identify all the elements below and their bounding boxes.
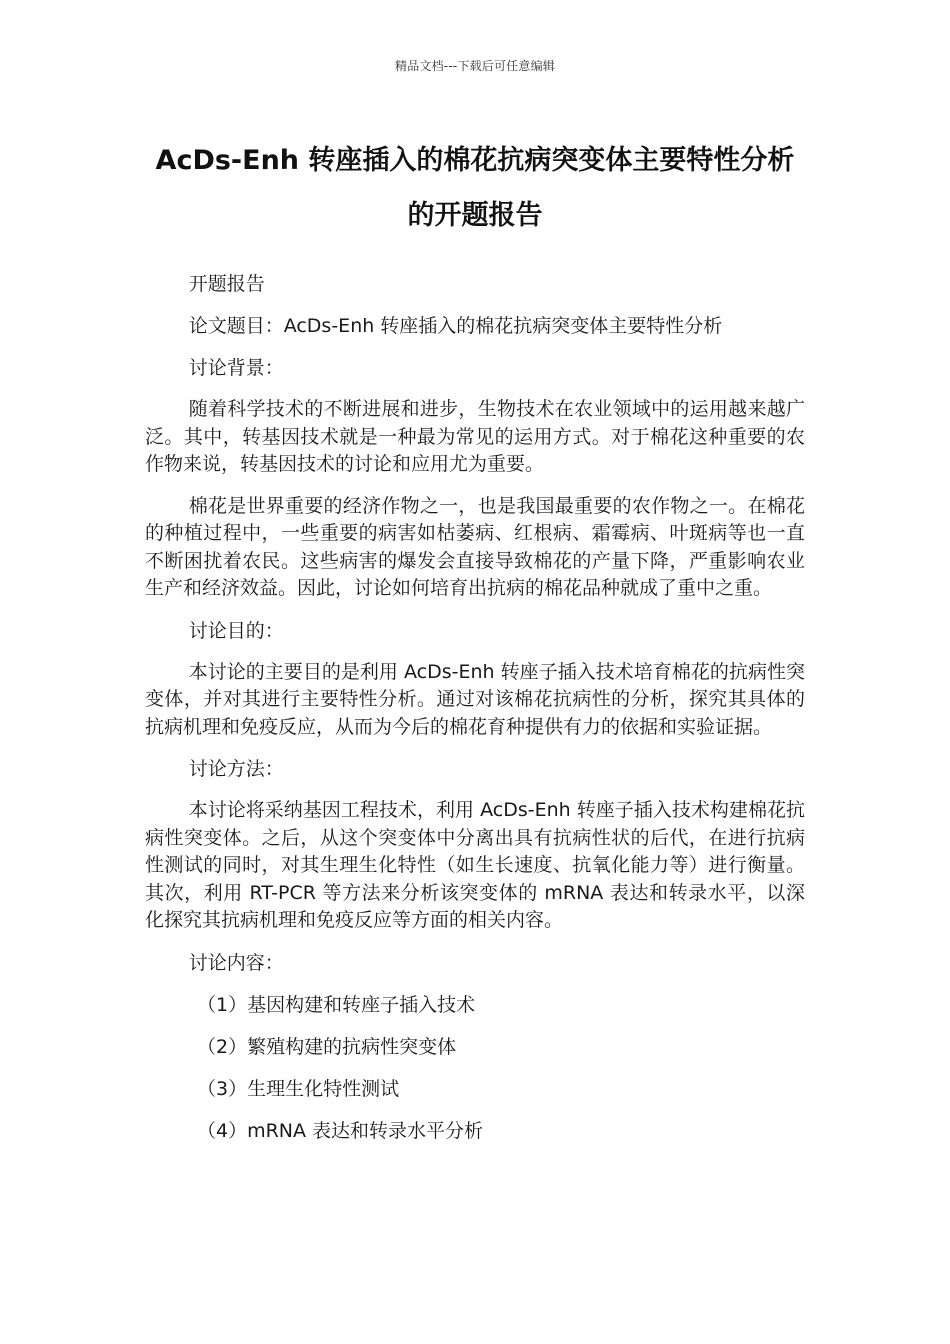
content-item-4: （4）mRNA 表达和转录水平分析 — [197, 1119, 484, 1142]
purpose-label: 讨论目的： — [188, 619, 284, 642]
method-label: 讨论方法： — [188, 758, 284, 780]
purpose-paragraph: 本讨论的主要目的是利用 AcDs-Enh 转座子插入技术培育棉花的抗病性突变体，并对其进行主要特性分析。通过对该棉花抗病性的分析，探究其具体的抗病机理和免疫反应，从而为今后的棉花育种提供有力的依据和实验证据。 — [145, 660, 805, 738]
background-paragraph-2: 棉花是世界重要的经济作物之一，也是我国最重要的农作物之一。在棉花的种植过程中，一些重要的病害如枯萎病、红根病、霜霉病、叶斑病等也一直不断困扰着农民。这些病害的爆发会直接导致棉花的产量下降，严重影响农业生产和经济效益。因此，讨论如何培育出抗病的棉花品种就成了重中之重。 — [145, 494, 805, 599]
content-item-2: （2）繁殖构建的抗病性突变体 — [197, 1035, 457, 1058]
header-note: 精品文档---下载后可任意编辑 — [395, 59, 555, 73]
content-item-1: （1）基因构建和转座子插入技术 — [197, 993, 476, 1016]
content-item-3: （3）生理生化特性测试 — [197, 1077, 400, 1100]
title-line-2: 的开题报告 — [407, 200, 543, 231]
background-label: 讨论背景： — [188, 357, 284, 379]
content-label: 讨论内容： — [188, 951, 284, 974]
background-paragraph-1: 随着科学技术的不断进展和进步，生物技术在农业领域中的运用越来越广泛。其中，转基因技术就是一种最为常见的运用方式。对于棉花这种重要的农作物来说，转基因技术的讨论和应用尤为重要。 — [145, 398, 805, 475]
report-heading: 开题报告 — [188, 273, 265, 295]
thesis-title: 论文题目：AcDs-Enh 转座插入的棉花抗病突变体主要特性分析 — [188, 315, 723, 337]
method-paragraph: 本讨论将采纳基因工程技术，利用 AcDs-Enh 转座子插入技术构建棉花抗病性突变体。之后，从这个突变体中分离出具有抗病性状的后代，在进行抗病性测试的同时，对其生理生化特性（如生长速度、抗氧化能力等）进行衡量。其次，利用 RT-PCR 等方法来分析该突变体的 mRNA 表达和转录水平，以深化探究其抗病机理和免疫反应等方面的相关内容。 — [145, 799, 805, 931]
title-line-1: AcDs-Enh 转座插入的棉花抗病突变体主要特性分析 — [155, 145, 795, 176]
document-body — [145, 270, 805, 1159]
document-title — [140, 133, 810, 243]
